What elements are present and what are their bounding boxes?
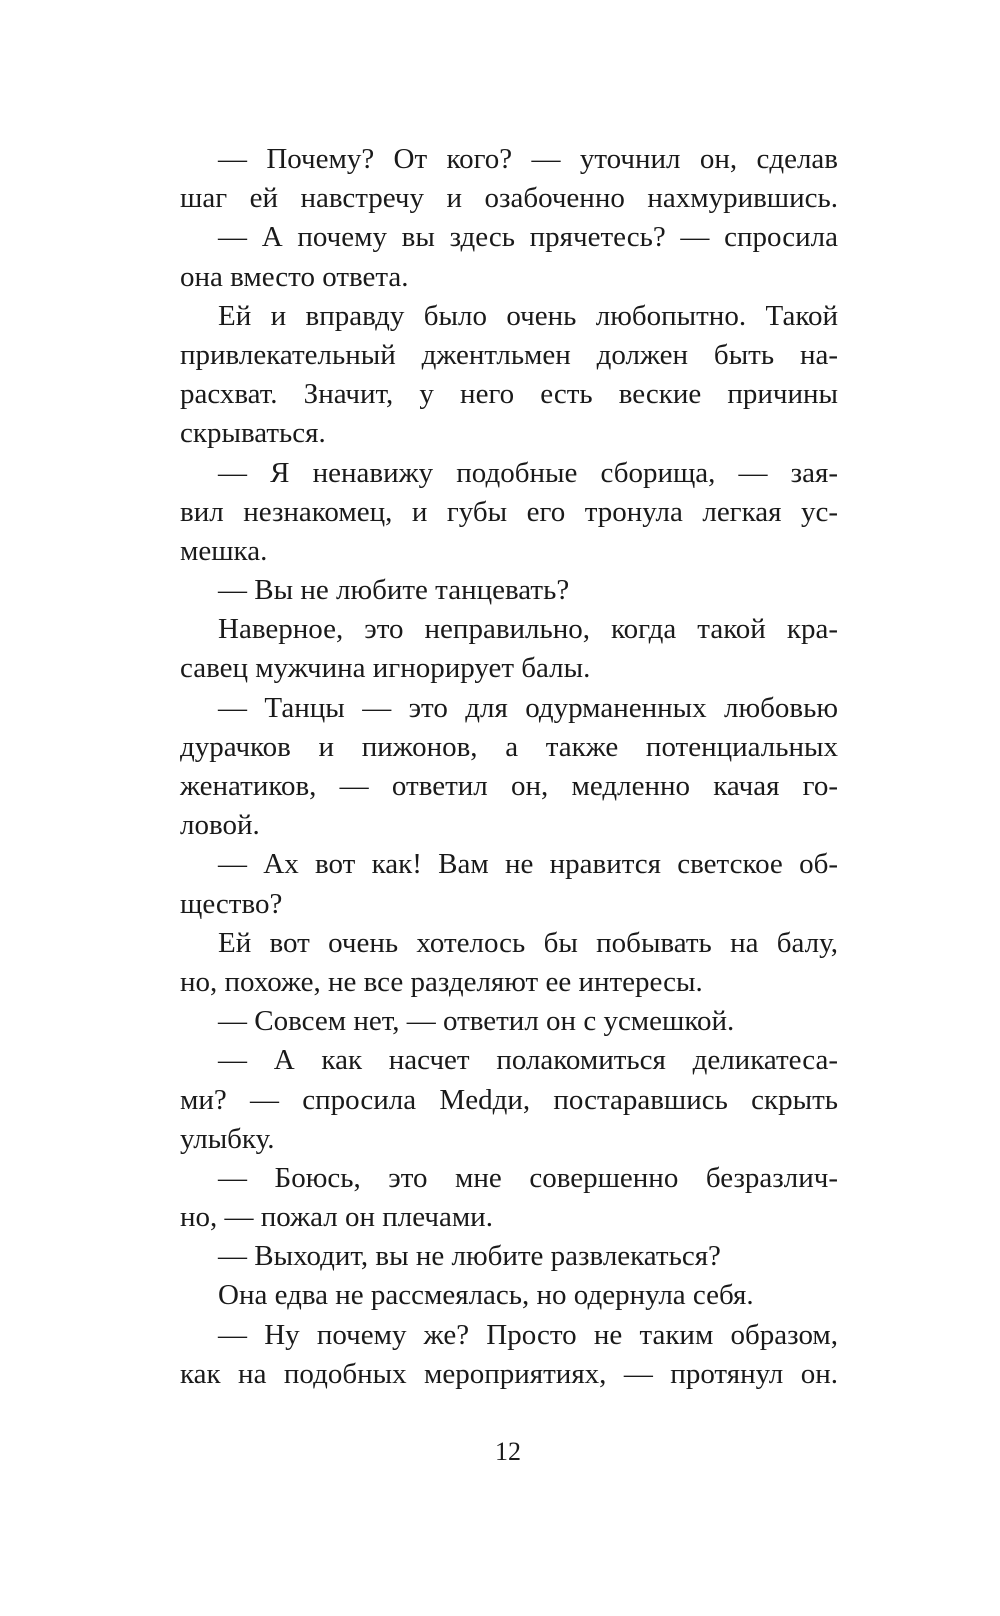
- page-text: [180, 140, 838, 1394]
- text-line: — Я ненавижу подобные сборища, — зая-: [218, 456, 838, 489]
- text-line: — А почему вы здесь прячетесь? — спросила: [218, 221, 838, 254]
- text-line: — А как насчет полакомиться деликатеса-: [218, 1044, 838, 1077]
- text-line: мешка.: [180, 534, 268, 567]
- page-number: 12: [495, 1437, 521, 1466]
- text-line: — Ну почему же? Просто не таким образом,: [218, 1318, 838, 1351]
- text-line: — Почему? От кого? — уточнил он, сделав: [218, 143, 838, 175]
- text-line: привлекательный джентльмен должен быть на-: [180, 338, 838, 371]
- text-line: расхват. Значит, у него есть веские причины: [180, 378, 838, 411]
- text-line: она вместо ответа.: [180, 260, 409, 293]
- text-line: Ей и вправду было очень любопытно. Такой: [218, 299, 838, 332]
- text-line: савец мужчина игнорирует балы.: [180, 652, 591, 685]
- text-line: Ей вот очень хотелось бы побывать на балу,: [218, 926, 838, 959]
- text-line: вил незнакомец, и губы его тронула легкая ус-: [180, 495, 838, 528]
- text-line: — Боюсь, это мне совершенно безразлич-: [218, 1161, 838, 1194]
- text-line: улыбку.: [180, 1122, 275, 1155]
- text-line: но, — пожал он плечами.: [180, 1201, 493, 1234]
- text-line: — Танцы — это для одурманенных любовью: [218, 691, 838, 724]
- text-line: ловой.: [180, 809, 260, 842]
- text-line: скрываться.: [180, 417, 326, 450]
- text-line: — Совсем нет, — ответил он с усмешкой.: [218, 1005, 735, 1038]
- text-line: — Ах вот как! Вам не нравится светское об-: [218, 848, 838, 881]
- text-line: дурачков и пижонов, а также потенциальных: [180, 730, 838, 763]
- text-line: шаг ей навстречу и озабоченно нахмурившись.: [180, 182, 838, 215]
- text-line: как на подобных мероприятиях, — протянул он.: [180, 1357, 838, 1390]
- text-line: Она едва не рассмеялась, но одернула себя.: [218, 1279, 754, 1312]
- text-line: ми? — спросила Мedди, постаравшись скрыть: [180, 1083, 838, 1116]
- text-line: — Вы не любите танцевать?: [218, 574, 570, 607]
- text-line: Наверное, это неправильно, когда такой кра-: [218, 613, 838, 646]
- text-line: женатиков, — ответил он, медленно качая го-: [180, 770, 838, 802]
- text-line: — Выходит, вы не любите развлекаться?: [218, 1240, 721, 1273]
- text-line: но, похоже, не все разделяют ее интересы.: [180, 965, 703, 998]
- text-line: щество?: [180, 887, 283, 920]
